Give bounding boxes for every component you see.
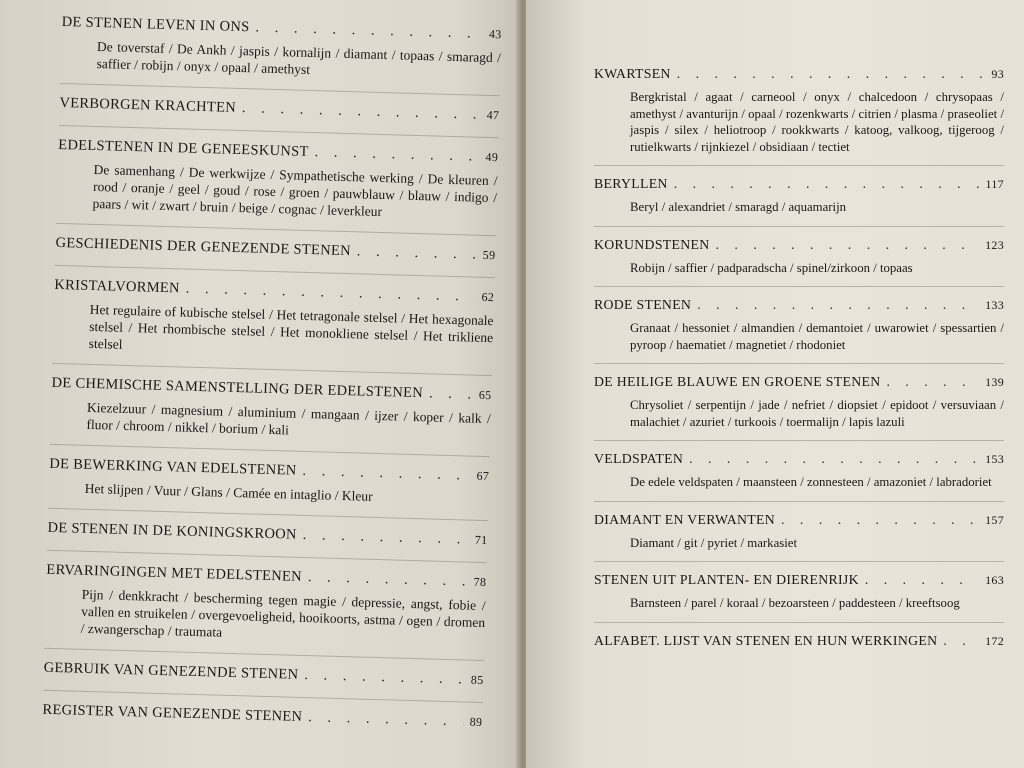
dot-leader [886,372,979,392]
page-number: 153 [985,452,1004,466]
chapter-title: BERYLLEN [594,176,668,191]
page-number: 89 [469,714,483,730]
dot-leader [255,17,483,43]
dot-leader [429,383,473,404]
toc-heading-row [594,631,1004,651]
section-divider [594,501,1004,502]
subtopics: De samenhang / De werkwijze / Sympathetische werking / De kleuren / rood / oranje / geel / goud / rose / groen / pauwblauw / blauw / indigo / paars / wit / zwart / bruin / beige / cognac / leverkleur [92,161,498,220]
subtopics: Chrysoliet / serpentijn / jade / nefriet / diopsiet / epidoot / versuviaan / malachiet / azuriet / turkoois / toermalijn / lapis lazuli [630,398,1004,429]
toc-entry [594,372,1004,430]
chapter-title: DE STENEN LEVEN IN ONS [61,13,250,36]
page-number: 67 [476,468,490,484]
toc-entry [56,135,498,223]
toc-entry [59,93,499,125]
page-number: 85 [470,672,484,688]
dot-leader [677,64,986,84]
toc-heading-row [47,518,487,550]
toc-heading-row [594,372,1004,392]
dot-leader [697,295,979,315]
section-divider [594,226,1004,227]
subtopics: Barnsteen / parel / koraal / bezoarsteen / paddesteen / kreeftsoog [630,596,960,610]
chapter-title: DIAMANT EN VERWANTEN [594,511,776,527]
toc-entry [45,560,487,648]
toc-heading-row [594,510,1004,530]
toc-entry [594,235,1004,277]
chapter-title: ERVARINGINGEN MET EDELSTENEN [46,561,303,585]
toc-entry [60,12,501,83]
toc-heading-row [594,64,1004,84]
dot-leader [716,235,980,255]
subtopics: Robijn / saffier / padparadscha / spinel/zirkoon / topaas [630,260,913,275]
subtopics: Pijn / denkkracht / bescherming tegen magie / depressie, angst, fobie / vallen en struikelen / overgevoeligheid, hooikoorts, astma / ogen / dromen / zwangerschap / traumata [80,586,486,640]
toc-entry [594,449,1004,491]
page-number: 49 [485,149,499,165]
page-number: 133 [985,298,1004,312]
chapter-title: EDELSTENEN IN DE GENEESKUNST [58,136,309,160]
toc-heading-row [55,233,495,265]
chapter-title: ALFABET. LIJST VAN STENEN EN HUN WERKINGEN [594,632,938,648]
toc-heading-row [594,570,1004,590]
page-number: 43 [488,26,502,42]
toc-heading-row [594,174,1004,194]
right-toc-list [594,64,1004,651]
dot-leader [308,567,468,591]
chapter-title: DE CHEMISCHE SAMENSTELLING DER EDELSTENEN [51,374,424,402]
page-number: 47 [486,107,500,123]
chapter-title: KRISTALVORMEN [54,276,181,297]
toc-entry [47,518,487,550]
subtopics: Diamant / git / pyriet / markasiet [630,535,798,550]
dot-leader [781,510,979,530]
dot-leader [186,279,476,307]
toc-entry [50,373,491,444]
page-number: 78 [473,574,487,590]
toc-entry [53,275,495,363]
page-number: 139 [985,375,1004,389]
toc-entry [594,570,1004,612]
dot-leader [304,665,465,689]
subtopics: Bergkristal / agaat / carneool / onyx / chalcedoon / chrysopaas / amethyst / avanturijn / opaal / rozenkwarts / citrien / plasma / praseoliet / jaspis / silex / heliotroop / rookkwarts / katoog, valkoog, tijgeroog / rutielkwarts / rijnkiezel / obsidiaan / tectiet [630,90,1004,154]
page-number: 172 [985,633,1004,648]
page-number: 62 [481,289,495,305]
subtopics: Granaat / hessoniet / almandien / demantoiet / uwarowiet / spessartien / pyroop / haematiet / magnetiet / rhodoniet [630,321,1004,352]
dot-leader [865,570,979,590]
page-number: 59 [482,247,496,263]
page-number: 71 [474,532,488,548]
subtopics: Het slijpen / Vuur / Glans / Camée en intaglio / Kleur [84,480,373,504]
chapter-title: KORUNDSTENEN [594,236,710,252]
chapter-title: GESCHIEDENIS DER GENEZENDE STENEN [55,234,352,260]
page-number: 117 [985,177,1004,191]
dot-leader [689,449,979,469]
toc-heading-row [43,658,483,690]
toc-entry [594,295,1004,353]
dot-leader [302,525,469,550]
toc-entry [48,454,489,508]
page-number: 163 [985,573,1004,587]
toc-heading-row [594,235,1004,255]
dot-leader [674,174,980,194]
subtopics: Het regulaire of kubische stelsel / Het tetragonale stelsel / Het hexagonale stelsel / Het rhombische stelsel / Het monokliene stelsel / Het trikliene stelsel [88,301,494,352]
section-divider [594,363,1004,364]
section-divider [594,440,1004,441]
toc-entry [43,658,483,690]
subtopics: Beryl / alexandriet / smaragd / aquamarijn [630,200,847,214]
toc-entry [594,174,1004,216]
chapter-title: VELDSPATEN [594,451,684,466]
dot-leader [357,241,477,264]
toc-heading-row [594,295,1004,315]
chapter-title: KWARTSEN [594,66,671,81]
section-divider [594,622,1004,623]
page-number: 93 [991,67,1004,81]
chapter-title: DE BEWERKING VAN EDELSTENEN [49,455,297,479]
chapter-title: RODE STENEN [594,297,692,312]
toc-entry [55,233,495,265]
toc-heading-row [59,93,499,125]
toc-heading-row [594,449,1004,469]
subtopics: Kiezelzuur / magnesium / aluminium / mangaan / ijzer / koper / kalk / fluor / chroom / nikkel / borium / kali [86,399,492,438]
subtopics: De edele veldspaten / maansteen / zonnesteen / amazoniet / labradoriet [630,475,992,489]
section-divider [594,165,1004,166]
chapter-title: VERBORGEN KRACHTEN [59,94,237,116]
page-number: 157 [985,512,1004,527]
dot-leader [314,142,479,167]
chapter-title: DE STENEN IN DE KONINGSKROON [47,519,297,543]
chapter-title: STENEN UIT PLANTEN- EN DIERENRIJK [594,572,859,587]
chapter-title: REGISTER VAN GENEZENDE STENEN [42,701,303,725]
dot-leader [308,707,464,731]
toc-entry [594,631,1004,651]
right-page [526,0,1024,768]
toc-entry [42,700,482,732]
page-number: 65 [478,387,492,403]
dot-leader [943,631,979,651]
page-number: 123 [985,237,1004,252]
subtopics: De toverstaf / De Ankh / jaspis / kornalijn / diamant / topaas / smaragd / saffier / robijn / onyx / opaal / amethyst [96,38,502,77]
chapter-title: GEBRUIK VAN GENEZENDE STENEN [43,659,299,683]
dot-leader [242,98,481,125]
toc-entry [594,510,1004,552]
toc-entry [594,64,1004,155]
chapter-title: DE HEILIGE BLAUWE EN GROENE STENEN [594,374,881,389]
dot-leader [302,461,471,486]
toc-heading-row [42,700,482,732]
section-divider [594,286,1004,287]
left-toc-list [42,12,502,732]
section-divider [594,561,1004,562]
